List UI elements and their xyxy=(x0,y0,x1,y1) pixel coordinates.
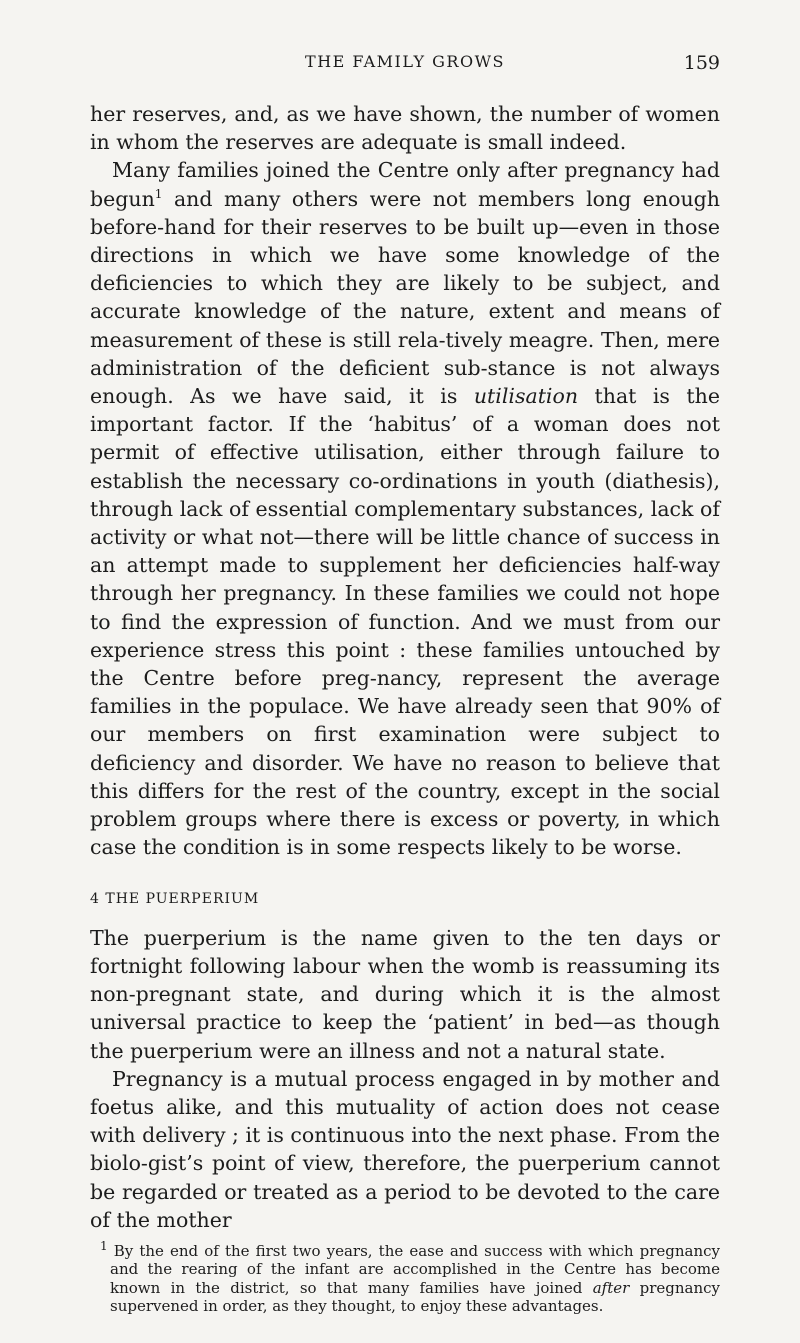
paragraph-puerperium: The puerperium is the name given to the ten days or fortnight following labour when the womb is reassuming its non-pregnant state, and during which it is the almost universal practice to keep the ‘patient’ in bed—as though the puerperium were an illness and not a natural state. xyxy=(90,925,720,1063)
running-title: THE FAMILY GROWS xyxy=(305,52,505,71)
page-number: 159 xyxy=(683,52,720,74)
footnote xyxy=(90,1238,720,1316)
footnote-emphasis: after xyxy=(592,1278,630,1297)
footnote-marker: 1 xyxy=(100,1238,108,1253)
paragraph-text: and many others were not members long enough before-hand for their reserves to be built up—even in those directions in which we have some knowledge of the deficiencies to which they are likely to be subject, and accurate knowledge of the nature, extent and means of measurement of these is still rela-tively meagre. Then, mere administration of the deficient sub-stance is not always enough. As we have said, it is xyxy=(90,186,720,409)
footnote-text-end: pregnancy supervened in order, as they thought, to enjoy these advantages. xyxy=(110,1278,720,1316)
paragraph-families xyxy=(90,156,720,861)
body-text xyxy=(90,100,720,1234)
paragraph-text: Many families joined the Centre only after pregnancy had begun xyxy=(90,158,720,211)
book-page xyxy=(90,52,720,1316)
paragraph-pregnancy: Pregnancy is a mutual process engaged in by mother and foetus alike, and this mutuality of action does not cease with delivery ; it is continuous into the next phase. From the biolo-gist’s point of view, therefore, the puerperium cannot be regarded or treated as a period to be devoted to the care of the mother xyxy=(90,1066,720,1232)
running-head xyxy=(90,52,720,78)
paragraph-text: that is the important factor. If the ‘habitus’ of a woman does not permit of effective utilisation, either through failure to establish the necessary co-ordinations in youth (diathesis), through lack of essential complementary substances, lack of activity or what not—there will be little chance of success in an attempt made to supplement her deficiencies half-way through her pregnancy. In these families we could not hope to find the expression of function. And we must from our experience stress this point : these families untouched by the Centre before preg-nancy, represent the average families in the populace. We have already seen that 90% of our members on first examination were subject to deficiency and disorder. We have no reason to believe that this differs for the rest of the country, except in the social problem groups where there is excess or poverty, in which case the condition is in some respects likely to be worse. xyxy=(90,384,720,860)
footnote-text: By the end of the first two years, the ease and success with which pregnancy and the rearing of the infant are accomplished in the Centre has become known in the district, so that many families have joined xyxy=(110,1241,720,1297)
emphasis-utilisation: utilisation xyxy=(473,384,579,409)
footnote-reference: 1 xyxy=(154,186,163,201)
section-heading: 4 THE PUERPERIUM xyxy=(90,891,260,908)
paragraph-continuation: her reserves, and, as we have shown, the number of women in whom the reserves are adequate is small indeed. xyxy=(90,102,720,155)
